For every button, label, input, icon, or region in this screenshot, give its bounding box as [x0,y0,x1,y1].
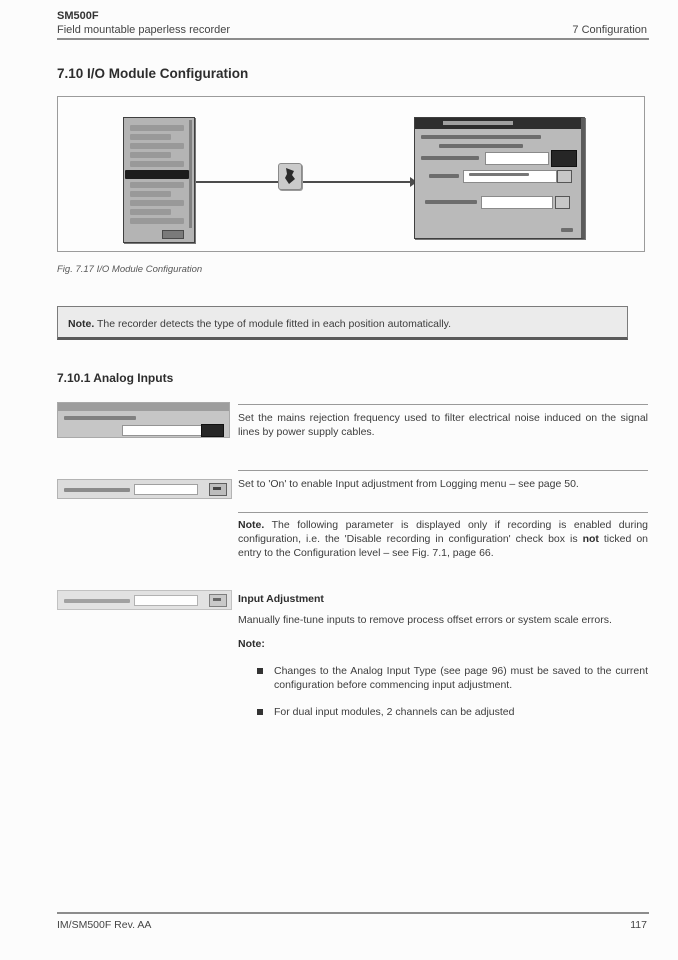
note-text-bold: not [582,533,599,545]
subsection-title: 7.10.1 Analog Inputs [57,371,174,385]
input-adjust-enable-screenshot [57,479,232,499]
footer-page-number: 117 [630,919,647,931]
para-note-recording [238,518,648,560]
menu-row [130,182,184,188]
menu-row [130,143,184,149]
note-text-a: The following parameter is displayed only if recording is enabled during configuration, i.e. the 'Disable recording in configuration' check box is [238,519,648,545]
screenshot-dark-button [201,424,224,437]
screenshot-input-field [134,484,198,495]
menu-row [130,191,171,197]
dialog-title-text [443,121,513,125]
menu-scrollbar [189,120,192,228]
figure-caption: Fig. 7.17 I/O Module Configuration [57,264,203,275]
bullet-text: For dual input modules, 2 channels can be adjusted [274,706,515,718]
screenshot-small-button [209,483,227,496]
menu-row-highlighted [125,170,189,179]
menu-row [130,209,171,215]
note-list-label: Note: [238,638,265,650]
menu-screenshot [123,117,195,243]
input-adjustment-block [238,592,648,719]
menu-row [130,161,184,167]
divider-rule [238,512,648,513]
footer-document-ref: IM/SM500F Rev. AA [57,919,152,931]
figure-io-module-configuration [57,96,645,252]
note-text-b: ticked on entry to the Configuration level – see Fig. 7.1, page 66. [238,533,648,559]
bullet-square-icon [257,668,263,674]
para-mains-rejection: Set the mains rejection frequency used to filter electrical noise induced on the signal lines by power supply cables. [238,404,648,439]
header-subtitle: Field mountable paperless recorder [57,24,231,36]
para-input-adjust-enable: Set to 'On' to enable Input adjustment from Logging menu – see page 50. [238,470,648,491]
dialog-text-line [439,144,523,148]
header-chapter: 7 Configuration [572,24,647,36]
bullet-item [257,664,648,692]
menu-row [130,200,184,206]
menu-item-list [128,122,186,227]
dialog-combo-field [463,170,557,183]
dialog-combo-button [557,170,572,183]
dialog-dark-button [551,150,577,167]
dialog-screenshot [414,117,585,239]
press-key-icon [278,163,302,190]
footer-rule [57,912,649,914]
screenshot-input-field [134,595,198,606]
mains-rejection-screenshot [57,402,230,438]
note-box [57,306,628,340]
dialog-input-field [481,196,553,209]
menu-row [130,134,171,140]
dialog-field-label [421,156,479,160]
dialog-corner-mark [561,228,573,232]
note-box-text: The recorder detects the type of module fitted in each position automatically. [94,318,452,330]
note-label: Note. [238,519,265,531]
input-adjustment-heading: Input Adjustment [238,593,324,605]
screenshot-field-label [64,488,130,492]
header-rule [57,38,649,40]
screenshot-small-button [209,594,227,607]
figure-arrow [196,181,412,183]
screenshot-header-bar [58,403,229,411]
dialog-combo-text [469,173,529,176]
dialog-text-line [421,135,541,139]
menu-bottom-button [162,230,184,239]
screenshot-field-label [64,599,130,603]
note-box-label: Note. [68,318,95,330]
screenshot-field-label [64,416,136,420]
dialog-title-bar [415,118,581,129]
bullet-item [257,705,648,719]
hand-press-glyph [279,164,301,189]
dialog-field-label [425,200,477,204]
section-title: 7.10 I/O Module Configuration [57,66,249,81]
bullet-square-icon [257,709,263,715]
menu-row [130,125,184,131]
screenshot-input-field [122,425,202,436]
dialog-input-field [485,152,549,165]
dialog-field-label [429,174,459,178]
input-adjustment-body: Manually fine-tune inputs to remove process offset errors or system scale errors. [238,614,612,626]
dialog-small-button [555,196,570,209]
bullet-text: Changes to the Analog Input Type (see page 96) must be saved to the current configuration before commencing input adjustment. [274,665,648,691]
menu-row [130,152,171,158]
header-product: SM500F [57,10,99,22]
menu-row [130,218,184,224]
input-adjustment-screenshot [57,590,232,610]
